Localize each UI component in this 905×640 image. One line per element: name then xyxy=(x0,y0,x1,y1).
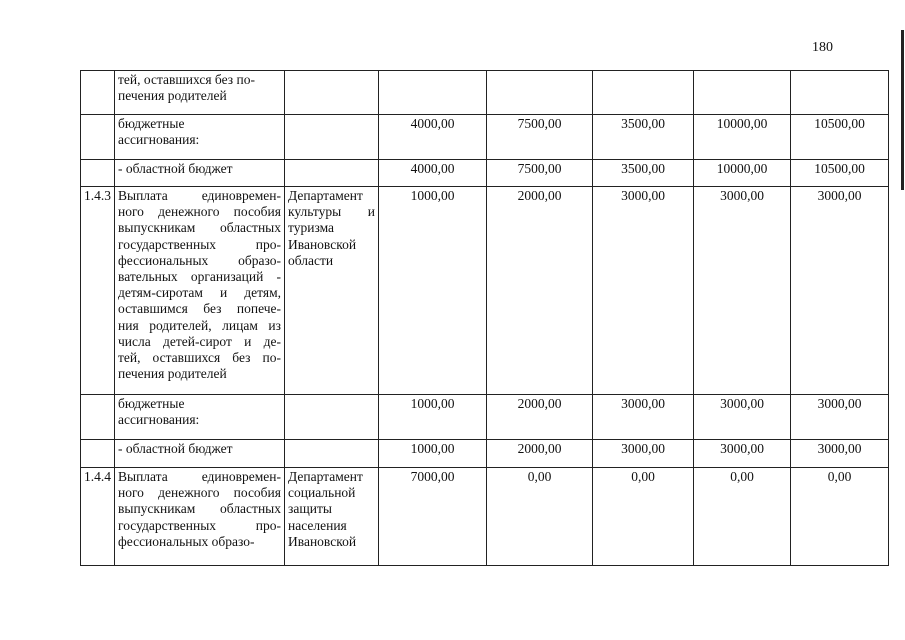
item-name-line: - областной бюджет xyxy=(118,441,233,456)
amount-cell: 10500,00 xyxy=(791,160,889,187)
table-row xyxy=(81,440,889,468)
item-name-cell xyxy=(115,440,285,468)
amount-cell: 1000,00 xyxy=(379,187,487,395)
amount-cell: 3000,00 xyxy=(694,440,791,468)
amount-cell: 7500,00 xyxy=(487,115,593,160)
amount-cell: 3000,00 xyxy=(791,440,889,468)
department-cell xyxy=(285,71,379,115)
table-row xyxy=(81,160,889,187)
budget-table xyxy=(80,70,889,566)
item-name-line: государственных про- xyxy=(118,517,281,533)
table-row xyxy=(81,115,889,160)
item-name-line: тей, оставшихся без по- xyxy=(118,72,255,87)
department-line: области xyxy=(288,252,334,268)
item-name-line: числа детей-сирот и де- xyxy=(118,333,281,349)
item-name-line: фессиональных образо- xyxy=(118,252,281,268)
amount-cell: 2000,00 xyxy=(487,395,593,440)
item-name-cell xyxy=(115,71,285,115)
amount-cell: 10500,00 xyxy=(791,115,889,160)
amount-cell: 10000,00 xyxy=(694,160,791,187)
amount-cell xyxy=(593,71,694,115)
department-cell xyxy=(285,115,379,160)
amount-cell: 0,00 xyxy=(694,468,791,566)
amount-cell: 0,00 xyxy=(593,468,694,566)
amount-cell xyxy=(694,71,791,115)
department-line: социальной xyxy=(288,485,356,501)
item-name-line: тей, оставшихся без по- xyxy=(118,350,281,366)
item-name-line: вательных организаций - xyxy=(118,269,281,285)
amount-cell: 3000,00 xyxy=(593,187,694,395)
row-number-cell xyxy=(81,395,115,440)
department-line: Департамент xyxy=(288,469,363,484)
item-name-cell xyxy=(115,115,285,160)
amount-cell: 4000,00 xyxy=(379,160,487,187)
item-name-line: ния родителей, лицам из xyxy=(118,317,281,333)
amount-cell: 3000,00 xyxy=(694,187,791,395)
table-row xyxy=(81,71,889,115)
department-cell xyxy=(285,187,379,395)
row-number-cell: 1.4.4 xyxy=(81,468,115,566)
item-name-line: ного денежного пособия xyxy=(118,485,281,501)
item-name-line: выпускникам областных xyxy=(118,220,281,236)
amount-cell: 3000,00 xyxy=(593,440,694,468)
table-row xyxy=(81,187,889,395)
amount-cell xyxy=(487,71,593,115)
amount-cell: 10000,00 xyxy=(694,115,791,160)
item-name-line: фессиональных образо- xyxy=(118,533,255,549)
department-cell xyxy=(285,468,379,566)
page-number: 180 xyxy=(812,40,833,55)
department-line: культуры и xyxy=(288,204,375,220)
department-cell xyxy=(285,395,379,440)
scan-edge-line xyxy=(901,30,904,190)
row-number-cell xyxy=(81,115,115,160)
item-name-line: Выплата единовремен- xyxy=(118,188,281,203)
amount-cell: 3000,00 xyxy=(694,395,791,440)
item-name-cell xyxy=(115,160,285,187)
row-number-cell xyxy=(81,71,115,115)
table-row xyxy=(81,395,889,440)
department-line: защиты xyxy=(288,501,332,517)
amount-cell: 3500,00 xyxy=(593,115,694,160)
department-line: туризма xyxy=(288,220,335,236)
department-cell xyxy=(285,440,379,468)
item-name-line: ассигнования: xyxy=(118,412,200,428)
item-name-line: оставшимся без попече- xyxy=(118,301,281,317)
amount-cell xyxy=(791,71,889,115)
row-number-cell: 1.4.3 xyxy=(81,187,115,395)
amount-cell: 2000,00 xyxy=(487,187,593,395)
item-name-cell xyxy=(115,395,285,440)
table-row xyxy=(81,468,889,566)
amount-cell: 7000,00 xyxy=(379,468,487,566)
amount-cell: 0,00 xyxy=(487,468,593,566)
amount-cell xyxy=(379,71,487,115)
amount-cell: 3000,00 xyxy=(791,395,889,440)
row-number-cell xyxy=(81,440,115,468)
amount-cell: 0,00 xyxy=(791,468,889,566)
item-name-line: государственных про- xyxy=(118,236,281,252)
department-line: Департамент xyxy=(288,188,363,203)
item-name-cell xyxy=(115,187,285,395)
amount-cell: 3000,00 xyxy=(593,395,694,440)
amount-cell: 3000,00 xyxy=(791,187,889,395)
item-name-cell xyxy=(115,468,285,566)
department-line: населения xyxy=(288,517,347,533)
amount-cell: 7500,00 xyxy=(487,160,593,187)
amount-cell: 2000,00 xyxy=(487,440,593,468)
item-name-line: выпускникам областных xyxy=(118,501,281,517)
department-line: Ивановской xyxy=(288,533,357,549)
item-name-line: ного денежного пособия xyxy=(118,204,281,220)
item-name-line: печения родителей xyxy=(118,88,227,104)
item-name-line: - областной бюджет xyxy=(118,161,233,176)
item-name-line: детям-сиротам и детям, xyxy=(118,285,281,301)
amount-cell: 1000,00 xyxy=(379,395,487,440)
department-cell xyxy=(285,160,379,187)
item-name-line: печения родителей xyxy=(118,366,227,382)
item-name-line: Выплата единовремен- xyxy=(118,469,281,484)
item-name-line: ассигнования: xyxy=(118,132,200,148)
item-name-line: бюджетные xyxy=(118,396,185,411)
amount-cell: 1000,00 xyxy=(379,440,487,468)
department-line: Ивановской xyxy=(288,236,357,252)
amount-cell: 4000,00 xyxy=(379,115,487,160)
row-number-cell xyxy=(81,160,115,187)
item-name-line: бюджетные xyxy=(118,116,185,131)
amount-cell: 3500,00 xyxy=(593,160,694,187)
